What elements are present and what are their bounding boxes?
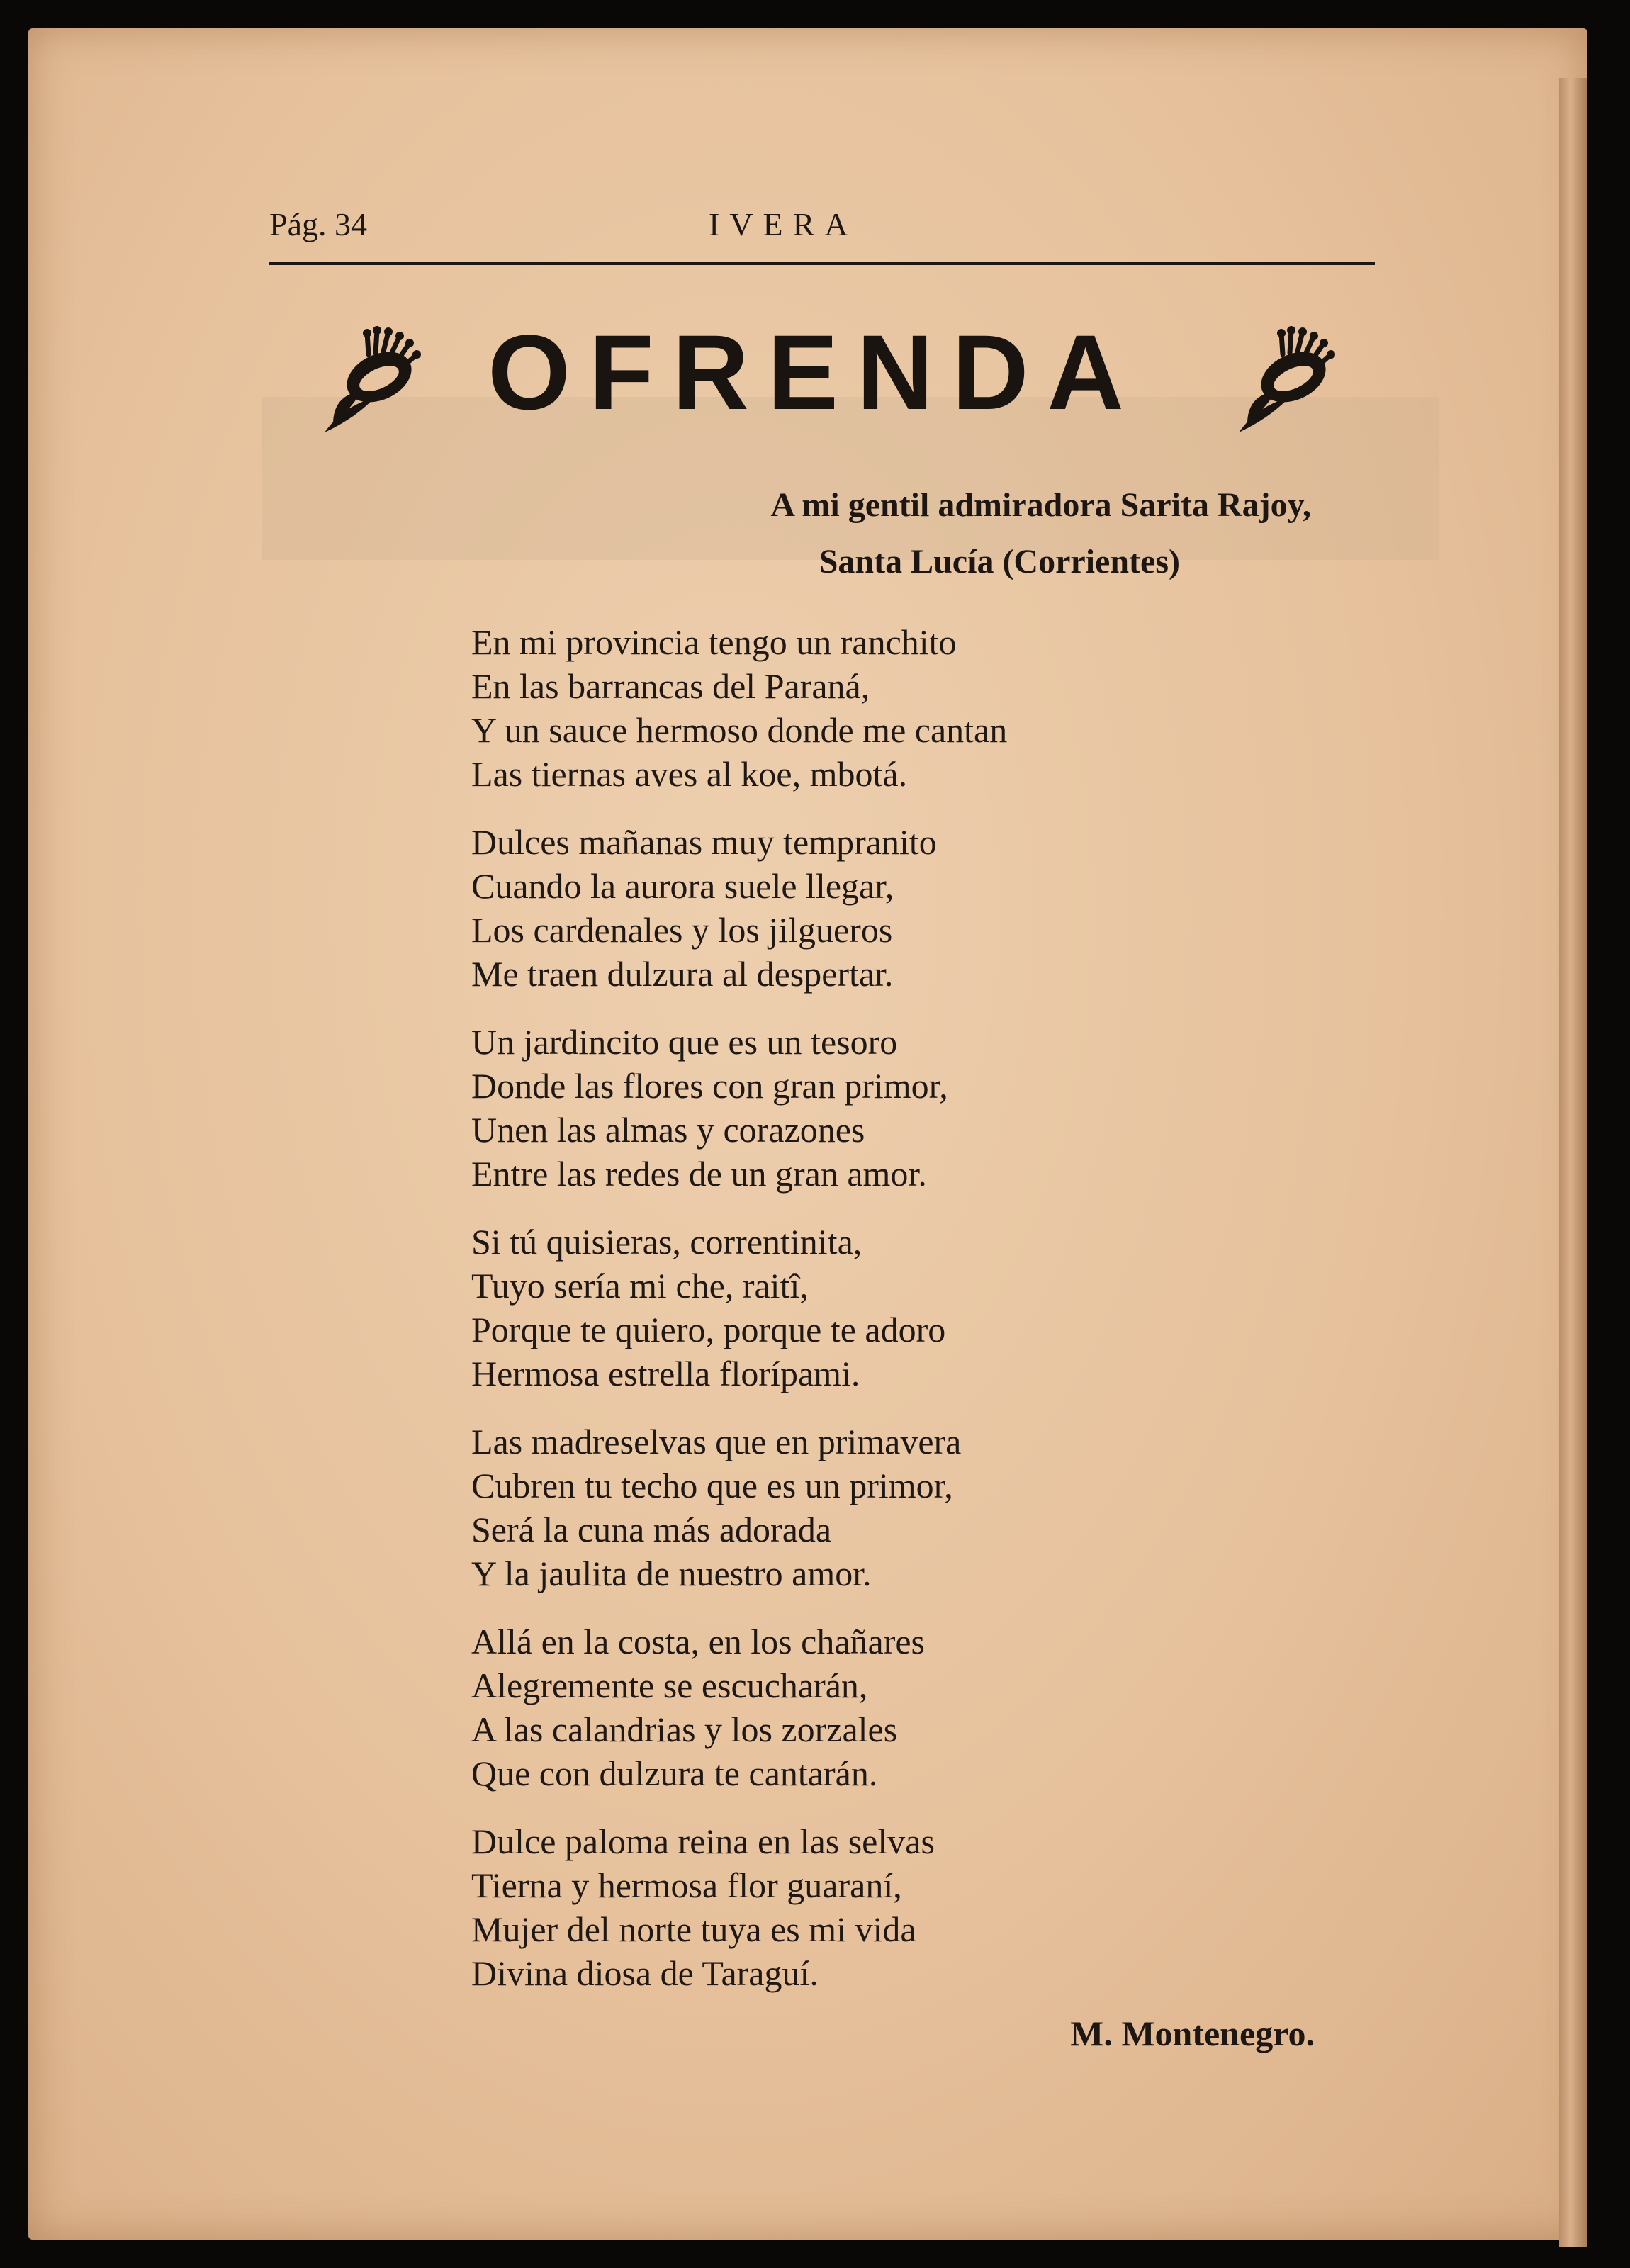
dedication-line-2: Santa Lucía (Corrientes)	[819, 543, 1180, 580]
stanza	[471, 1220, 1251, 1396]
poem-line: Cuando la aurora suele llegar,	[471, 866, 894, 906]
title-block	[312, 312, 1339, 447]
poem-line: Las tiernas aves al koe, mbotá.	[471, 754, 908, 794]
page-header	[269, 206, 1375, 255]
poem-line: Tuyo sería mi che, raitî,	[471, 1266, 809, 1306]
poem-line: Divina diosa de Taraguí.	[471, 1953, 819, 1993]
dedication-line-1: A mi gentil admiradora Sarita Rajoy,	[770, 486, 1311, 524]
header-rule	[269, 262, 1375, 265]
stanza	[471, 1020, 1251, 1196]
poem-line: Será la cuna más adorada	[471, 1510, 832, 1549]
poem-line: Y un sauce hermoso donde me cantan	[471, 710, 1008, 750]
poem-line: Entre las redes de un gran amor.	[471, 1154, 927, 1194]
poem-line: Dulce paloma reina en las selvas	[471, 1821, 935, 1861]
poem-line: Tierna y hermosa flor guaraní,	[471, 1865, 902, 1905]
poem-line: A las calandrias y los zorzales	[471, 1710, 898, 1749]
poem-line: Alegremente se escucharán,	[471, 1666, 868, 1705]
author-signature: M. Montenegro.	[1070, 2014, 1315, 2053]
poem-title: OFRENDA	[488, 313, 1142, 432]
poem-body	[471, 620, 1251, 2019]
poem-line: Mujer del norte tuya es mi vida	[471, 1909, 916, 1949]
poem-line: Si tú quisieras, correntinita,	[471, 1222, 862, 1262]
poem-line: Los cardenales y los jilgueros	[471, 910, 893, 950]
running-title: IVERA	[709, 206, 858, 242]
magazine-page	[28, 28, 1587, 2240]
poem-line: Allá en la costa, en los chañares	[471, 1622, 926, 1661]
stanza	[471, 1420, 1251, 1595]
poem-line: En mi provincia tengo un ranchito	[471, 622, 957, 662]
poem-line: Las madreselvas que en primavera	[471, 1422, 962, 1461]
flower-ornament-icon	[1226, 326, 1339, 439]
poem-line: Donde las flores con gran primor,	[471, 1066, 948, 1106]
poem-line: Dulces mañanas muy tempranito	[471, 822, 937, 862]
page-edge	[1559, 78, 1587, 2247]
flower-ornament-icon	[312, 326, 425, 439]
stanza	[471, 1819, 1251, 1995]
poem-line: Que con dulzura te cantarán.	[471, 1753, 878, 1793]
poem-line: Cubren tu techo que es un primor,	[471, 1466, 953, 1505]
poem-line: Un jardincito que es un tesoro	[471, 1022, 898, 1062]
poem-line: En las barrancas del Paraná,	[471, 666, 870, 706]
poem-line: Hermosa estrella florípami.	[471, 1354, 860, 1393]
stanza	[471, 1619, 1251, 1795]
poem-line: Unen las almas y corazones	[471, 1110, 865, 1150]
stanza	[471, 820, 1251, 996]
poem-line: Me traen dulzura al despertar.	[471, 954, 894, 994]
poem-line: Porque te quiero, porque te adoro	[471, 1310, 946, 1349]
stanza	[471, 620, 1251, 796]
page-number: Pág. 34	[269, 206, 367, 242]
poem-line: Y la jaulita de nuestro amor.	[471, 1554, 872, 1593]
